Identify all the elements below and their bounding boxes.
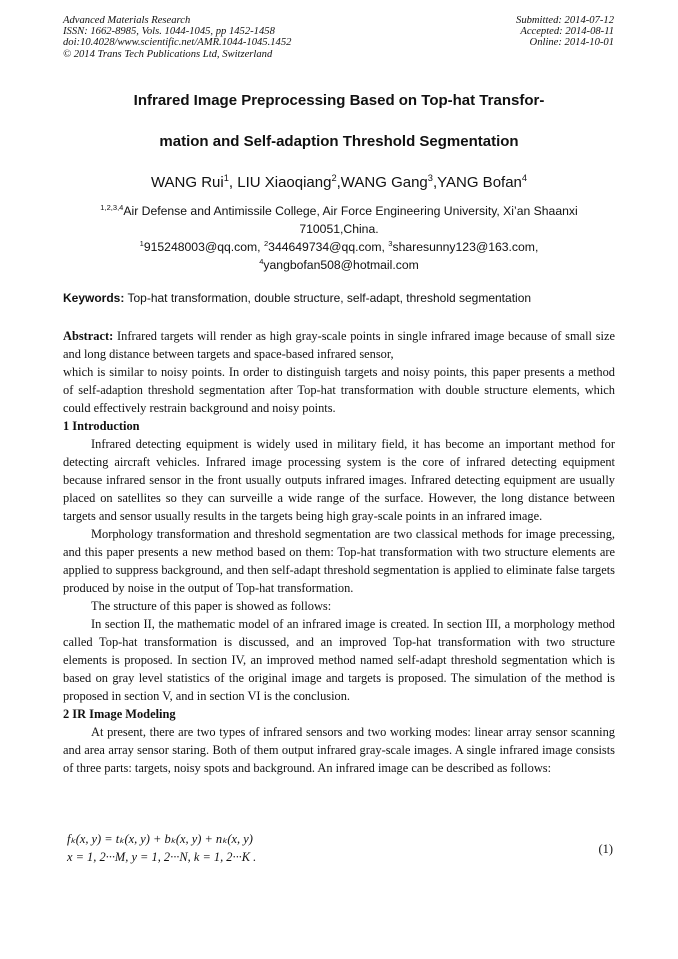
abstract-paragraph-1 <box>63 327 615 363</box>
section-heading-ir-modeling: 2 IR Image Modeling <box>63 707 176 721</box>
email-sup: 2 <box>263 238 269 248</box>
abstract-paragraph-2: which is similar to noisy points. In order to distinguish targets and noisy points, this paper presents a method of self-adaption threshold segmentation after Top-hat transformation with double structure elements, which could effectively restrain background and noisy points. <box>63 365 615 415</box>
keywords-label: Keywords: <box>63 291 125 305</box>
journal-header-left <box>63 15 291 60</box>
keywords-text: Top-hat transformation, double structure, self-adapt, threshold segmentation <box>124 291 532 305</box>
affiliation-sup: 1,2,3,4 <box>100 202 124 212</box>
paper-title-line-1: Infrared Image Preprocessing Based on Top-hat Transfor- <box>133 92 545 109</box>
intro-paragraph: In section II, the mathematic model of an infrared image is created. In section III, a morphology method called Top-hat transformation is discussed, and an improved Top-hat transformation with two structure elements is proposed. In section IV, an improved method named self-adapt threshold segmentation which is based on gray level statistics of the original image and targets is proposed. The simulation of the method is proposed in section V, and in section VI is the conclusion. <box>63 617 615 703</box>
doi-line: doi:10.4028/www.scientific.net/AMR.1044-1045.1452 <box>63 37 292 49</box>
author-name: , LIU Xiaoqiang <box>228 174 332 191</box>
author-sup: 4 <box>521 173 528 183</box>
author-sup: 2 <box>331 173 337 183</box>
equation-number: (1) <box>598 842 613 856</box>
affiliation-postcode: 710051,China. <box>299 222 379 236</box>
email-sup: 3 <box>388 238 393 248</box>
email-link[interactable]: yangbofan508@hotmail.com <box>263 258 419 272</box>
abstract-label: Abstract: <box>63 329 114 343</box>
equation-line: x = 1, 2···M, y = 1, 2···N, k = 1, 2···K . <box>67 850 257 864</box>
author-name: WANG Rui <box>150 174 224 191</box>
section-heading-introduction: 1 Introduction <box>63 419 140 433</box>
accepted-date: Accepted: 2014-08-11 <box>520 26 614 38</box>
affiliation-text: Air Defense and Antimissile College, Air Force Engineering University, Xi’an Shaanxi <box>123 204 578 218</box>
keywords <box>63 291 623 305</box>
journal-header-right <box>516 15 614 49</box>
intro-paragraph: Infrared detecting equipment is widely used in military field, it has become an important method for detecting aircraft vehicles. Infrared image processing system is the core of infrared detecting equipment because infrared sensor in the front usually outputs infrared images. Infrared detecting equipment are usually placed on satellites so they can surveille a wide range of the surface. However, the long distance between targets and sensor usually results in the targets being high gray-scale points in an infrared image. <box>63 437 615 523</box>
paper-title-line-2: mation and Self-adaption Threshold Segmentation <box>159 133 519 150</box>
issn-line: ISSN: 1662-8985, Vols. 1044-1045, pp 1452-1458 <box>63 26 275 38</box>
email-link[interactable]: 344649734@qq.com, <box>268 240 389 254</box>
modeling-paragraph: At present, there are two types of infrared sensors and two working modes: linear array sensor scanning and area array sensor staring. Both of them output infrared gray-scale images. A single infrared image consists of three parts: targets, noisy spots and background. An infrared image can be described as follows: <box>63 725 615 775</box>
author-name: ,WANG Gang <box>336 174 428 191</box>
affiliation-block <box>63 202 615 274</box>
author-sup: 3 <box>427 173 433 183</box>
email-link[interactable]: sharesunny123@163.com, <box>392 240 539 254</box>
email-sup: 1 <box>139 238 144 248</box>
online-date: Online: 2014-10-01 <box>529 37 614 49</box>
equation-1 <box>67 830 256 866</box>
affiliation-line <box>63 202 615 220</box>
email-line-1 <box>63 238 615 256</box>
author-name: ,YANG Bofan <box>432 174 522 191</box>
main-text <box>63 327 615 777</box>
author-list <box>63 174 615 191</box>
journal-name: Advanced Materials Research <box>63 15 191 26</box>
email-line-2 <box>63 256 615 274</box>
intro-paragraph: Morphology transformation and threshold segmentation are two classical methods for image precessing, and this paper presents a new method based on them: Top-hat transformation with two structure elements are applied to suppress background, and then self-adapt threshold segmentation is applied to eliminate false targets produced by noise in the output of Top-hat transformation. <box>63 527 615 595</box>
intro-paragraph: The structure of this paper is showed as follows: <box>91 599 332 613</box>
copyright-line: © 2014 Trans Tech Publications Ltd, Switzerland <box>63 48 273 60</box>
abstract-text: Infrared targets will render as high gray-scale points in single infrared image because of small size and long distance between targets and space-based infrared sensor, <box>63 329 615 361</box>
submitted-date: Submitted: 2014-07-12 <box>516 15 614 26</box>
email-link[interactable]: 915248003@qq.com, <box>143 240 264 254</box>
email-sup: 4 <box>259 256 264 266</box>
author-sup: 1 <box>223 173 229 183</box>
equation-line: fₖ(x, y) = tₖ(x, y) + bₖ(x, y) + nₖ(x, y) <box>67 832 253 846</box>
